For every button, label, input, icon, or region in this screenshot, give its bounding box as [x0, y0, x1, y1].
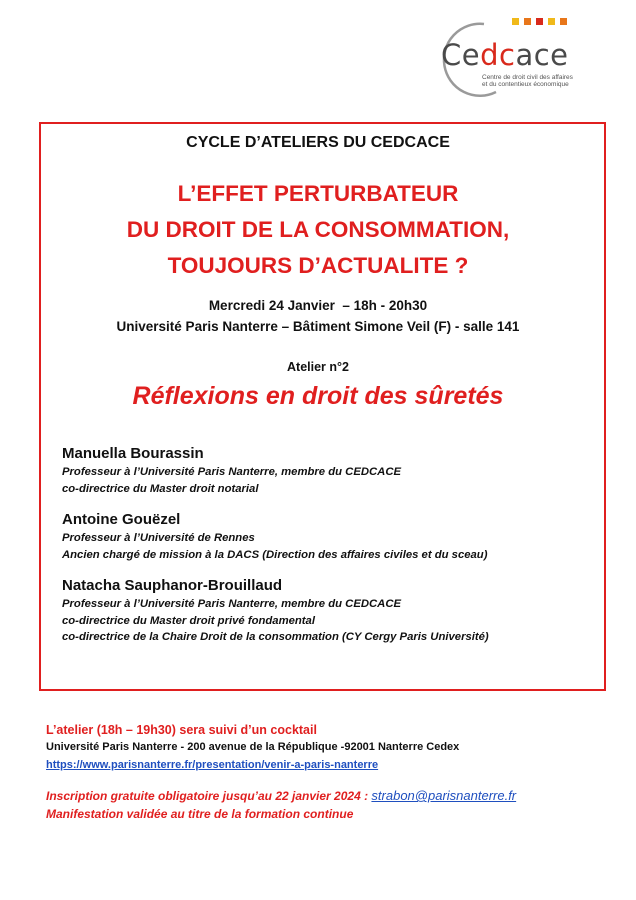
event-date: Mercredi 24 Janvier – 18h - 20h30	[208, 298, 428, 313]
speaker-name: Natacha Sauphanor-Brouillaud	[62, 577, 283, 594]
event-title-line: TOUJOURS D’ACTUALITE ?	[167, 253, 469, 278]
validation-note: Manifestation validée au titre de la formation continue	[46, 807, 354, 821]
speaker-name: Antoine Gouëzel	[62, 511, 181, 528]
series-title: CYCLE D’ATELIERS DU CEDCACE	[186, 134, 450, 151]
speaker-role: Professeur à l’Université Paris Nanterre, membre du CEDCACE	[62, 466, 402, 478]
event-venue: Université Paris Nanterre – Bâtiment Simone Veil (F) - salle 141	[116, 319, 520, 334]
event-footer	[46, 721, 606, 823]
speaker-role: Professeur à l’Université de Rennes	[62, 532, 255, 544]
speaker-role: co-directrice du Master droit notarial	[62, 482, 259, 495]
directions-link[interactable]: https://www.parisnanterre.fr/presentation/venir-a-paris-nanterre	[46, 759, 379, 771]
logo-square	[524, 18, 531, 25]
event-title-line: L’EFFET PERTURBATEUR	[177, 181, 459, 206]
speaker	[62, 444, 592, 497]
logo-name: Cedcace	[441, 38, 569, 72]
speaker-role: Ancien chargé de mission à la DACS (Direction des affaires civiles et du sceau)	[62, 548, 488, 561]
speaker	[62, 576, 592, 646]
event-title	[0, 176, 636, 284]
registration-note: Inscription gratuite obligatoire jusqu’au 22 janvier 2024 : strabon@parisnanterre.fr	[46, 788, 517, 803]
address: Université Paris Nanterre - 200 avenue de la République -92001 Nanterre Cedex	[46, 741, 460, 753]
speaker-role: co-directrice de la Chaire Droit de la consommation (CY Cergy Paris Université)	[62, 631, 489, 643]
workshop-label: Atelier n°2	[287, 360, 349, 374]
email-link[interactable]: strabon@parisnanterre.fr	[371, 788, 517, 803]
logo-square	[512, 18, 519, 25]
speakers-list	[62, 444, 592, 659]
event-title-line: DU DROIT DE LA CONSOMMATION,	[126, 217, 510, 242]
speaker	[62, 510, 592, 563]
logo-subtitle: Centre de droit civil des affaires et du contentieux économique	[482, 74, 573, 88]
workshop-subject: Réflexions en droit des sûretés	[132, 382, 504, 410]
speaker-role: co-directrice du Master droit privé fondamental	[62, 614, 315, 627]
logo-square	[536, 18, 543, 25]
speaker-name: Manuella Bourassin	[62, 445, 204, 462]
logo-square	[560, 18, 567, 25]
cocktail-note: L’atelier (18h – 19h30) sera suivi d’un cocktail	[46, 723, 317, 737]
logo-square	[548, 18, 555, 25]
cedcace-logo	[426, 18, 601, 98]
speaker-role: Professeur à l’Université Paris Nanterre, membre du CEDCACE	[62, 598, 402, 610]
